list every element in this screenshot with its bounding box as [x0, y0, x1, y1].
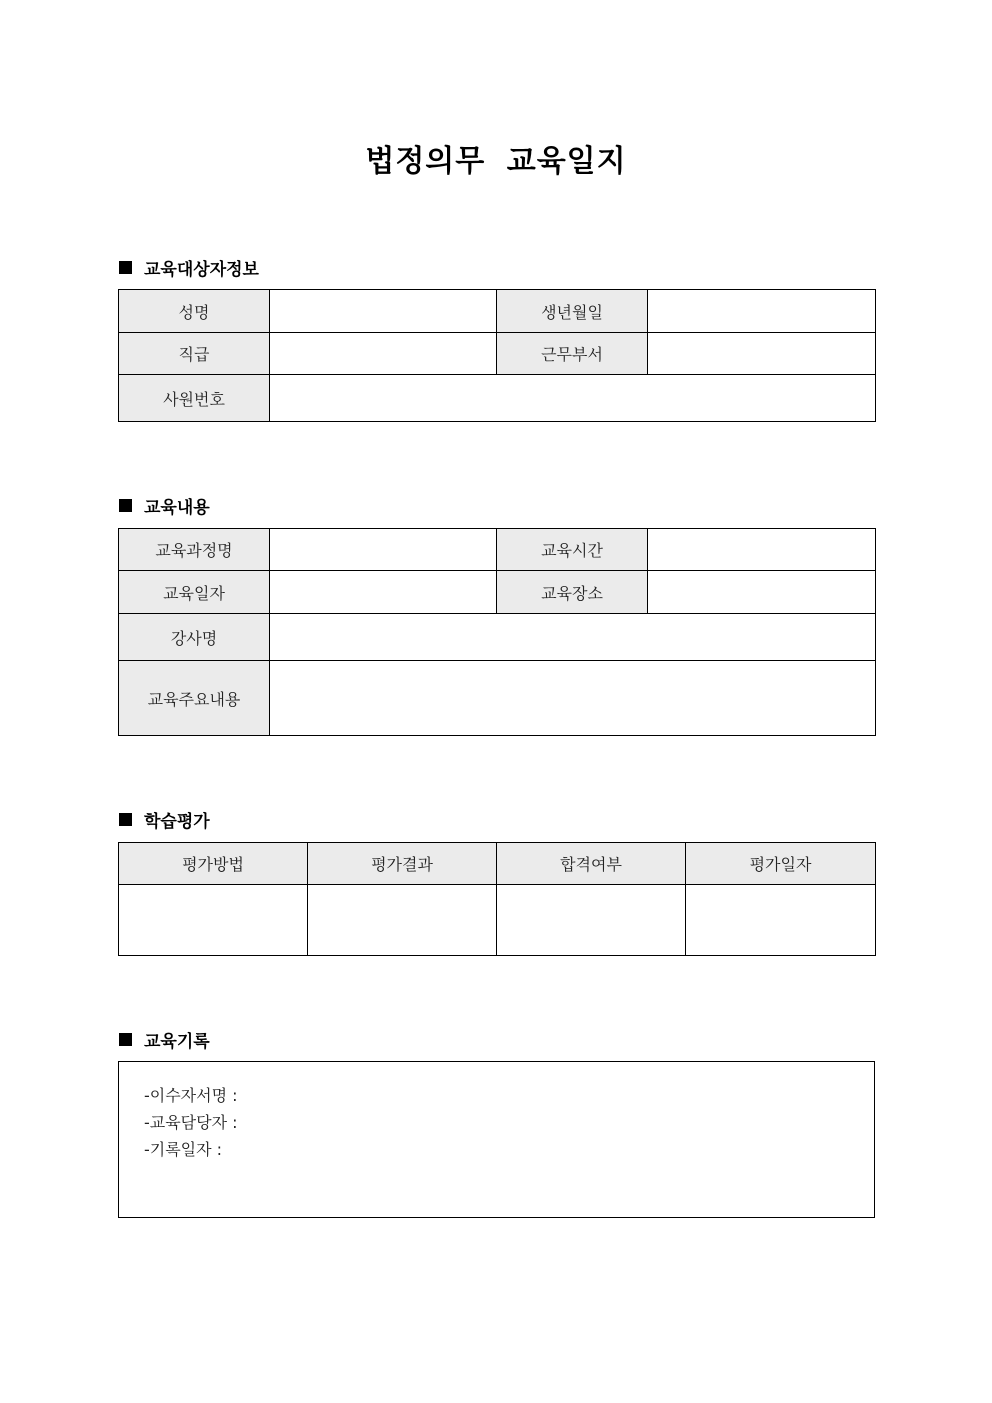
section-heading-text: 교육대상자정보: [144, 260, 259, 280]
section-heading-record: [119, 1027, 210, 1052]
evaluation-table: [118, 842, 876, 956]
course-label: 교육과정명: [119, 529, 270, 571]
position-label: 직급: [119, 333, 270, 375]
birth-field[interactable]: [648, 290, 876, 333]
eval-method-header: 평가방법: [119, 843, 308, 885]
document-title: 법정의무 교육일지: [365, 144, 627, 179]
dept-field[interactable]: [648, 333, 876, 375]
instructor-label: 강사명: [119, 614, 270, 661]
hours-field[interactable]: [648, 529, 876, 571]
dept-label: 근무부서: [497, 333, 648, 375]
course-field[interactable]: [270, 529, 497, 571]
eval-date-header: 평가일자: [686, 843, 876, 885]
eval-date-field[interactable]: [686, 885, 876, 956]
date-field[interactable]: [270, 571, 497, 614]
eval-result-header: 평가결과: [308, 843, 497, 885]
record-box[interactable]: [118, 1061, 875, 1218]
section-heading-text: 교육기록: [144, 1032, 210, 1052]
eval-result-field[interactable]: [308, 885, 497, 956]
place-field[interactable]: [648, 571, 876, 614]
eval-method-field[interactable]: [119, 885, 308, 956]
pass-status-header: 합격여부: [497, 843, 686, 885]
emp-no-label: 사원번호: [119, 375, 270, 422]
section-heading-text: 학습평가: [144, 812, 210, 832]
name-label: 성명: [119, 290, 270, 333]
section-heading-content: [119, 493, 210, 518]
trainee-info-table: [118, 289, 876, 422]
section-heading-text: 교육내용: [144, 498, 210, 518]
emp-no-field[interactable]: [270, 375, 876, 422]
signer-line: -이수자서명 :: [144, 1086, 238, 1105]
birth-label: 생년월일: [497, 290, 648, 333]
content-table: [118, 528, 876, 736]
place-label: 교육장소: [497, 571, 648, 614]
square-bullet-icon: [119, 1033, 132, 1046]
date-label: 교육일자: [119, 571, 270, 614]
hours-label: 교육시간: [497, 529, 648, 571]
record-date-line: -기록일자 :: [144, 1140, 223, 1159]
square-bullet-icon: [119, 813, 132, 826]
name-field[interactable]: [270, 290, 497, 333]
square-bullet-icon: [119, 499, 132, 512]
manager-line: -교육담당자 :: [144, 1113, 238, 1132]
summary-field[interactable]: [270, 661, 876, 736]
square-bullet-icon: [119, 261, 132, 274]
summary-label: 교육주요내용: [119, 661, 270, 736]
pass-status-field[interactable]: [497, 885, 686, 956]
section-heading-trainee: [119, 255, 259, 280]
section-heading-evaluation: [119, 807, 210, 832]
position-field[interactable]: [270, 333, 497, 375]
instructor-field[interactable]: [270, 614, 876, 661]
